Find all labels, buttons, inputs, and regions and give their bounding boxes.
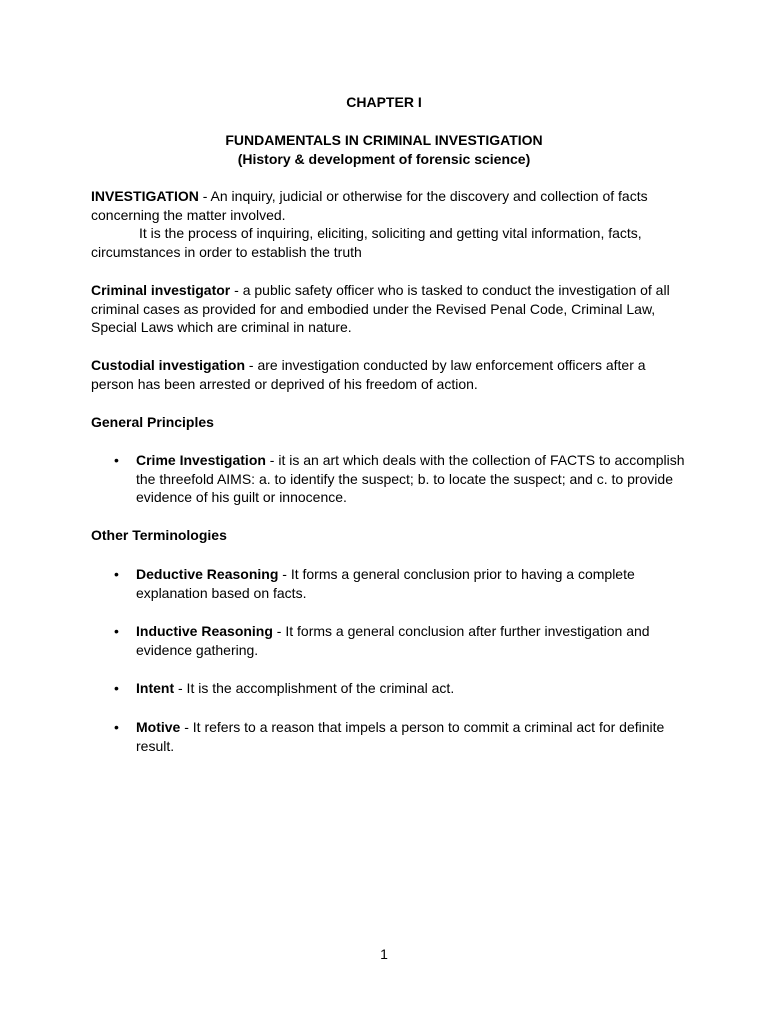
list-item-def: - It forms a general conclusion after further investigation and evidence gathering. [136, 623, 650, 658]
list-item-def: - it is an art which deals with the collection of FACTS to accomplish the threefold AIMS: a. to identify the suspect; b. to locate the suspect; and c. to provide evidence of his guilt or innocence. [136, 452, 685, 505]
chapter-heading: CHAPTER I [346, 94, 422, 110]
criminal-investigator-def: - a public safety officer who is tasked to conduct the investigation of all criminal cases as provided for and embodied under the Revised Penal Code, Criminal Law, Special Laws which are criminal in nature. [91, 282, 670, 335]
page-number: 1 [380, 946, 388, 962]
list-item-term: Deductive Reasoning [136, 566, 279, 582]
investigation-def: - An inquiry, judicial or otherwise for the discovery and collection of facts concerning the matter involved. [91, 188, 648, 223]
investigation-definition [91, 187, 691, 261]
custodial-term: Custodial investigation [91, 357, 246, 373]
list-item-def: - It refers to a reason that impels a person to commit a criminal act for definite result. [136, 719, 665, 754]
list-item-term: Inductive Reasoning [136, 623, 273, 639]
list-item-term: Motive [136, 719, 181, 735]
general-principles-heading: General Principles [91, 414, 214, 430]
criminal-investigator-term: Criminal investigator [91, 282, 231, 298]
list-item-def: - It forms a general conclusion prior to having a complete explanation based on facts. [136, 566, 635, 601]
bullet-icon: • [114, 623, 119, 639]
document-title: FUNDAMENTALS IN CRIMINAL INVESTIGATION [225, 132, 543, 148]
list-item-term: Crime Investigation [136, 452, 266, 468]
investigation-extra: It is the process of inquiring, eliciting, soliciting and getting vital information, facts, circumstances in order to establish the truth [91, 225, 642, 260]
bullet-icon: • [114, 566, 119, 582]
bullet-icon: • [114, 719, 119, 735]
bullet-icon: • [114, 452, 119, 468]
document-subtitle: (History & development of forensic science) [237, 151, 531, 167]
custodial-def: - are investigation conducted by law enforcement officers after a person has been arrested or deprived of his freedom of action. [91, 357, 646, 392]
custodial-definition [91, 356, 691, 393]
criminal-investigator-definition [91, 281, 691, 337]
list-item-term: Intent [136, 680, 175, 696]
list-item-def: - It is the accomplishment of the criminal act. [174, 680, 455, 696]
investigation-term: INVESTIGATION [91, 188, 199, 204]
bullet-icon: • [114, 680, 119, 696]
other-terminologies-heading: Other Terminologies [91, 527, 227, 543]
